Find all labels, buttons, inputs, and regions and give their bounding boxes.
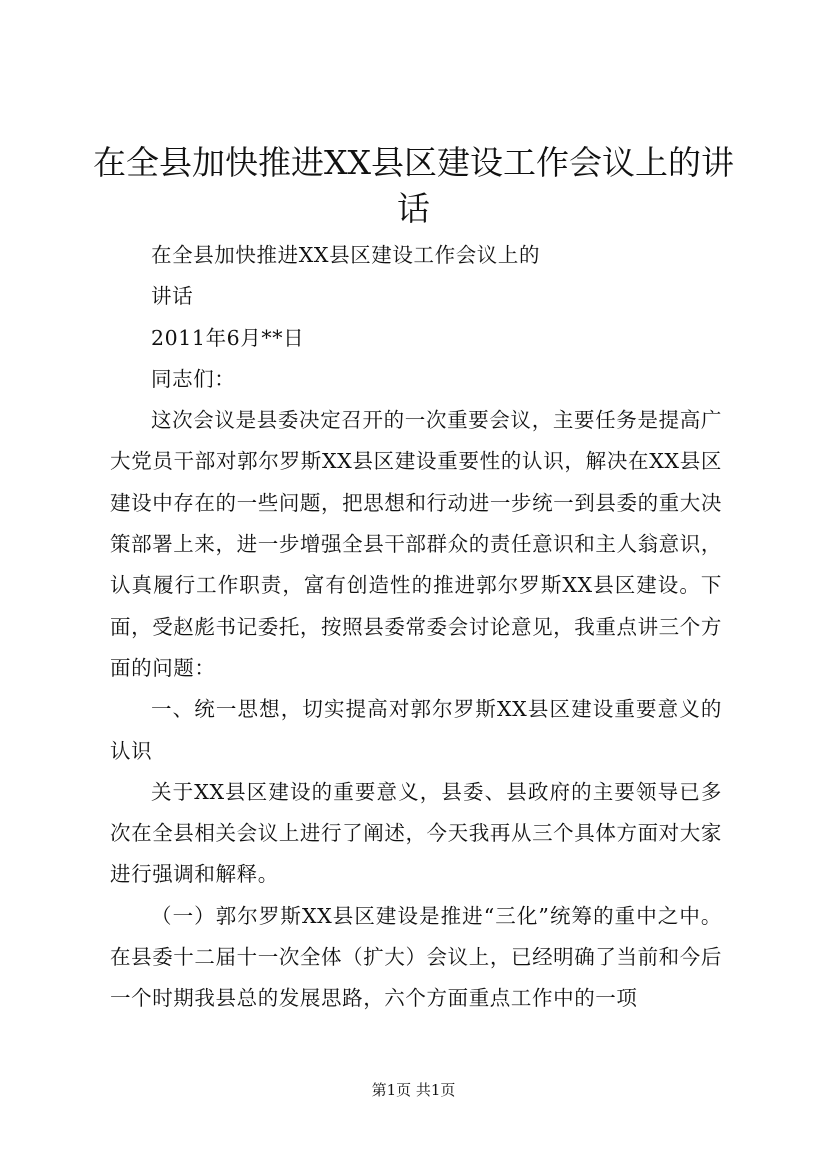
salutation: 同志们： [151, 366, 236, 391]
date-line: 2011年6月**日 [151, 325, 305, 350]
document-title: 在全县加快推进XX县区建设工作会议上的讲话 [93, 143, 734, 228]
page-footer: 第1页 共1页 [371, 1081, 456, 1099]
section-heading-1: 一、统一思想，切实提高对郭尔罗斯XX县区建设重要意义的认识 [110, 697, 722, 763]
paragraph-subsection-1: （一）郭尔罗斯XX县区建设是推进“三化”统筹的重中之中。在县委十二届十一次全体（扩大）会议上，已经明确了当前和今后一个时期我县总的发展思路，六个方面重点工作中的一项 [110, 903, 722, 1011]
subtitle-line-2: 讲话 [151, 284, 194, 309]
document-body [110, 235, 722, 1020]
subtitle-line-1: 在全县加快推进XX县区建设工作会议上的 [151, 243, 541, 267]
paragraph-intro: 这次会议是县委决定召开的一次重要会议，主要任务是提高广大党员干部对郭尔罗斯XX县区建设重要性的认识，解决在XX县区建设中存在的一些问题，把思想和行动进一步统一到县委的重大决策部署上来，进一步增强全县干部群众的责任意识和主人翁意识，认真履行工作职责，富有创造性的推进郭尔罗斯XX县区建设。下面，受赵彪书记委托，按照县委常委会讨论意见，我重点讲三个方面的问题： [110, 408, 723, 680]
paragraph-section-1: 关于XX县区建设的重要意义，县委、县政府的主要领导已多次在全县相关会议上进行了阐述，今天我再从三个具体方面对大家进行强调和解释。 [110, 779, 722, 887]
